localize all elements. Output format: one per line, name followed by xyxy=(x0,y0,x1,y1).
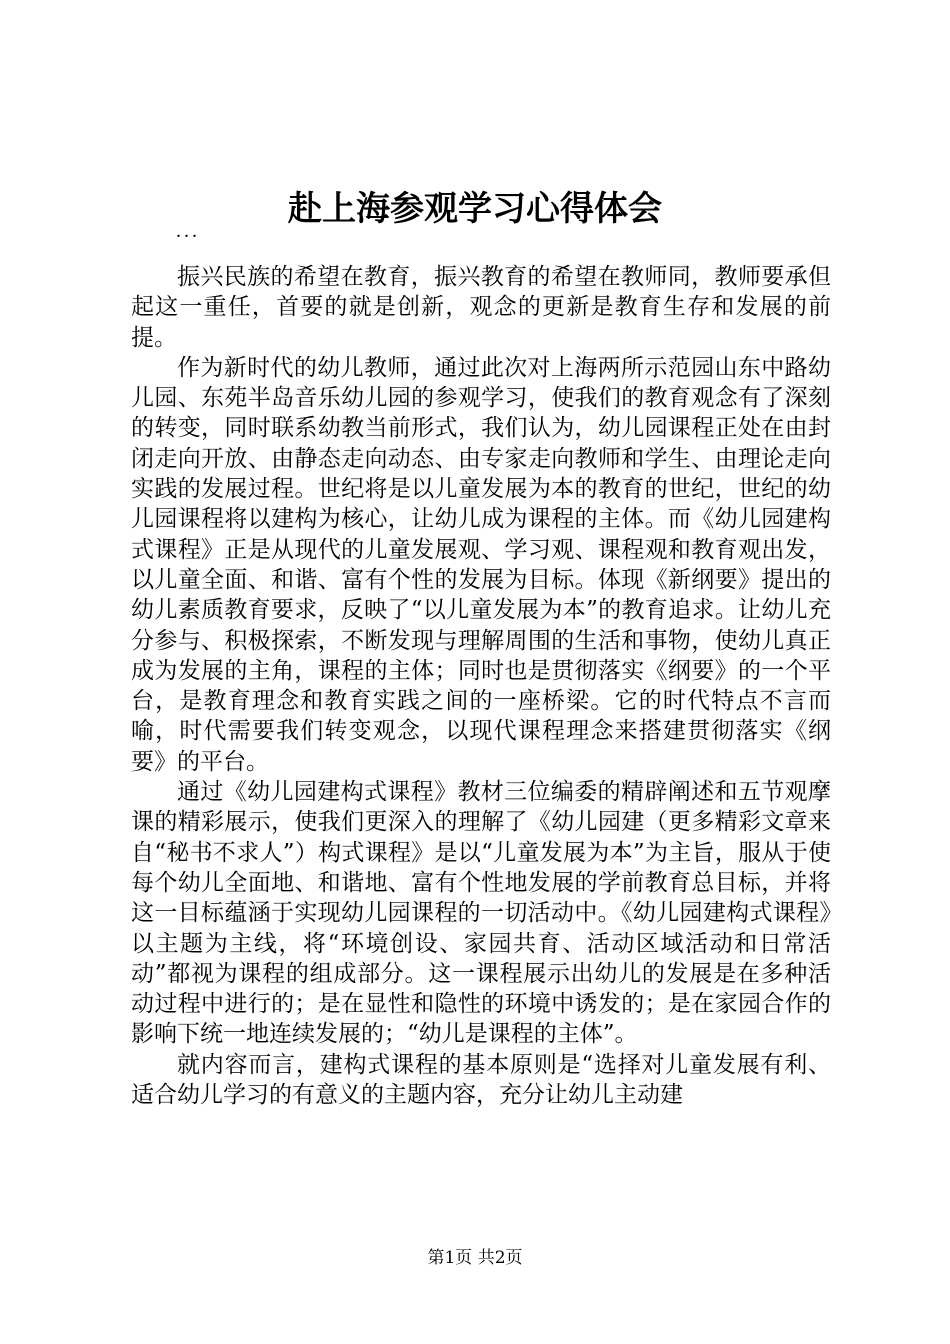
paragraph-3: 通过《幼儿园建构式课程》教材三位编委的精辟阐述和五节观摩课的精彩展示，使我们更深入的理解了《幼儿园建（更多精彩文章来自“秘书不求人”）构式课程》是以“儿童发展为本”为主旨，服从于使每个幼儿全面地、和谐地、富有个性地发展的学前教育总目标，并将这一目标蕴涵于实现幼儿园课程的一切活动中。《幼儿园建构式课程》以主题为主线，将“环境创设、家园共育、活动区域活动和日常活动”都视为课程的组成部分。这一课程展示出幼儿的发展是在多种活动过程中进行的；是在显性和隐性的环境中诱发的；是在家园合作的影响下统一地连续发展的；“幼儿是课程的主体”。 xyxy=(131,779,831,1048)
document-body xyxy=(131,262,831,1110)
paragraph-4: 就内容而言，建构式课程的基本原则是“选择对儿童发展有利、适合幼儿学习的有意义的主题内容，充分让幼儿主动建 xyxy=(131,1051,831,1109)
ellipsis-mark: ... xyxy=(176,220,200,242)
page-footer: 第1页 共2页 xyxy=(427,1248,523,1268)
paragraph-2: 作为新时代的幼儿教师，通过此次对上海两所示范园山东中路幼儿园、东苑半岛音乐幼儿园的参观学习，使我们的教育观念有了深刻的转变，同时联系幼教当前形式，我们认为，幼儿园课程正处在由封闭走向开放、由静态走向动态、由专家走向教师和学生、由理论走向实践的发展过程。世纪将是以儿童发展为本的教育的世纪，世纪的幼儿园课程将以建构为核心，让幼儿成为课程的主体。而《幼儿园建构式课程》正是从现代的儿童发展观、学习观、课程观和教育观出发，以儿童全面、和谐、富有个性的发展为目标。体现《新纲要》提出的幼儿素质教育要求，反映了“以儿童发展为本”的教育追求。让幼儿充分参与、积极探索，不断发现与理解周围的生活和事物，使幼儿真正成为发展的主角，课程的主体；同时也是贯彻落实《纲要》的一个平台，是教育理念和教育实践之间的一座桥梁。它的时代特点不言而喻，时代需要我们转变观念，以现代课程理念来搭建贯彻落实《纲要》的平台。 xyxy=(131,354,831,775)
document-title: 赴上海参观学习心得体会 xyxy=(288,189,662,229)
paragraph-1: 振兴民族的希望在教育，振兴教育的希望在教师同，教师要承但起这一重任，首要的就是创新，观念的更新是教育生存和发展的前提。 xyxy=(131,264,831,351)
